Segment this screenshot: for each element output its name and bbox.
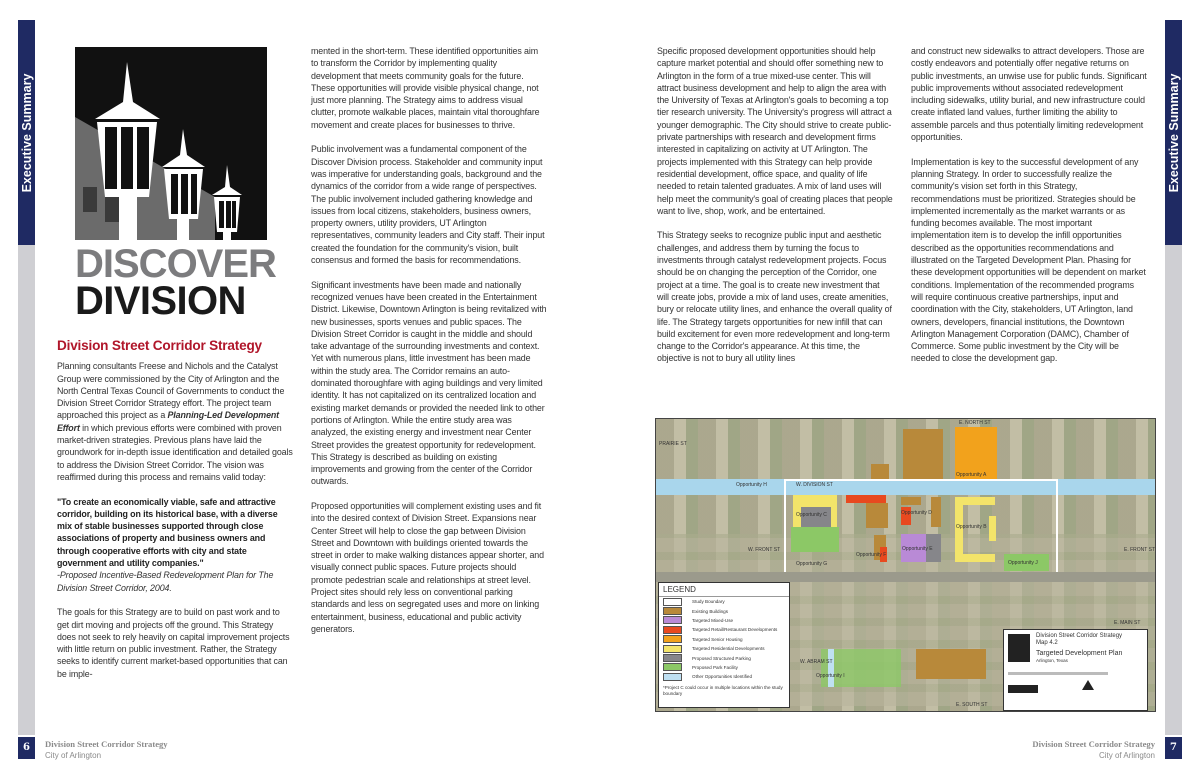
legend-swatch [663,635,682,643]
street-label: PRAIRIE ST [659,441,687,447]
logo-word-discover: DISCOVER [75,242,276,286]
street-label: W. ABRAM ST [800,659,833,665]
column-1 [57,340,293,692]
legend-label: Proposed Structured Parking [692,655,751,661]
legend-label: Proposed Park Facility [692,664,738,670]
opportunity-label: Opportunity J [1008,560,1038,566]
opportunity-label: Opportunity H [736,482,767,488]
map-subtitle: Targeted Development Plan [1036,650,1123,657]
legend-swatch [663,663,682,671]
paragraph: Implementation is key to the successful development of any planning Strategy. In order to successfully realize the community's vision set forth in this Strategy, recommendations must be prioritized. Strategies should be implemented incrementally as the market warrants or as funding becomes available. The most important implementation item is to develop the infill opportunities described as the opportunities recommendations and illustrated on the Targeted Development Plan. Phasing for these development opportunities will be dependent on market conditions. Implementation of the recommended programs will require continuous creative partnerships, input and coordination with the City, stakeholders, UT Arlington, land owners, developers, financial institutions, the Downtown Arlington Management Corporation (DAMC), Chamber of Commerce. Some public investment by the City will be needed to close the development gap. [911,156,1146,364]
north-arrow-icon [1082,680,1094,690]
paragraph: Public involvement was a fundamental component of the Discover Division process. Stakeholder and community input was imperative for understanding goals, background and the dynamics of the corridor from a wide range of perspectives. The public involvement included gathering knowledge and issues from local citizens, stakeholders, business owners, property owners, utility providers, UT Arlington representatives, community leaders and City staff. Their input created the foundation for the community's vision, built consensus and formed the basis for recommendations. [311,144,545,266]
scale-bar [1008,672,1108,675]
legend-item [659,606,789,615]
vision-quote: "To create an economically viable, safe and attractive corridor, building on its historical base, with a diverse mix of stable businesses supported through close associations of property and business owners and through cooperative efforts with city and state government and utility companies." [57,496,278,569]
page-number-left: 6 [18,737,35,759]
legend-label: Existing Buildings [692,608,729,614]
goals-paragraph: The goals for this Strategy are to build on past work and to get dirt moving and projects off the ground. This Strategy does not seek to rely heavily on capital improvement projects with little return on public investment. Rather, the Strategy seeks to identify current market-based opportunities that can be imple- [57,607,290,679]
legend-swatch [663,645,682,653]
right-section-bar [1165,20,1182,735]
legend-swatch [663,626,682,634]
paragraph: mented in the short-term. These identified opportunities aim to transform the Corridor by implementing quality development that meets community goals for the future. These opportunities will provide visible physical change, not just more planning. The Strategy aims to address visual clutter, promote walkable places, maintain vital thoroughfare movement and create places for businesses to thrive. [311,46,540,130]
opportunity-label: Opportunity E [902,546,933,552]
legend-label: Other Opportunities Identified [692,674,753,680]
intro-text: Planning consultants Freese and Nichols and the Catalyst Group were commissioned by the City of Arlington and the North Central Texas Council of Governments to conduct the Division Street Corridor Strategy effort. The project team approached this project as a [57,361,285,421]
column-4 [911,45,1147,377]
targeted-development-plan-map [655,418,1156,712]
footer-title: Division Street Corridor Strategy [1032,739,1155,749]
paragraph: and construct new sidewalks to attract developers. Those are costly endeavors and potentially offer negative returns on public investments, an unwise use for public funds. Significant public improvements without associated redevelopment including sidewalks, utility burial, and new infrastructure could create inflated land values, further limiting the ability to assemble parcels and thus potentially limiting redevelopment opportunities. [911,46,1147,143]
legend-item [659,663,789,672]
column-2 [311,45,547,648]
legend-swatch [663,607,682,615]
street-label: W. FRONT ST [748,547,781,553]
emphasis-text: Planning-Led Development Effort [57,410,280,433]
paragraph: Proposed opportunities will complement existing uses and fit into the desired context of Division Street. Expansions near Center Street will help to close the gap between Division Street and Downtown with buildings oriented towards the street in order to make walking distances appear shorter, and visually connect public spaces. Future projects should promote pedestrian scale and relationships at street level. Project sites should rely less on conventional parking standards and less on segregated uses and more on linking entertainment, business, educational and public activity generators. [311,500,544,634]
legend-label: Study Boundary [692,599,725,605]
footer-subtitle: City of Arlington [1098,751,1155,760]
opportunity-label: Opportunity C [796,512,827,518]
legend-label: Targeted Mixed-Use [692,617,734,623]
street-label: E. MAIN ST [1114,620,1141,626]
map-place: Arlington, Texas [1036,658,1068,663]
legend-title: LEGEND [659,583,789,597]
legend-swatch [663,616,682,624]
legend-swatch [663,598,682,606]
opportunity-label: Opportunity B [956,524,987,530]
legend-label: Targeted Residential Developments [692,646,765,652]
footer-title: Division Street Corridor Strategy [45,739,168,749]
legend-item [659,653,789,662]
legend-item [659,635,789,644]
intro-text-cont: in which previous efforts were combined with proven market-driven strategies. Previous plans have laid the groundwork for in-depth issue identification and detailed goals to address the Division Street Corridor. The vision was reaffirmed during this process and remains valid today: [57,422,293,482]
quote-citation: -Proposed Incentive-Based Redevelopment Plan for The Division Street Corridor, 2004. [57,570,274,593]
section-tab [18,20,35,245]
legend-swatch [663,654,682,662]
street-label: E. FRONT ST [1124,547,1156,553]
lamp-posts-image [75,47,267,240]
section-tab-label: Executive Summary [1166,73,1181,192]
legend-swatch [663,673,682,681]
opportunity-label: Opportunity G [796,561,828,567]
legend-note: *Project C could occur in multiple locations within the study boundary [663,684,783,696]
map-legend [658,582,790,708]
street-label: W. DIVISION ST [796,482,833,488]
section-tab-label: Executive Summary [19,73,34,192]
opportunity-label: Opportunity F [856,552,887,558]
left-section-bar [18,20,35,735]
legend-item [659,672,789,681]
opportunity-label: Opportunity D [901,510,932,516]
column-3 [657,45,893,377]
freese-nichols-logo [1008,685,1038,693]
legend-item [659,625,789,634]
legend-item [659,597,789,606]
legend-item [659,616,789,625]
opportunity-label: Opportunity A [956,472,987,478]
legend-label: Targeted Retail/Restaurant Developments [692,627,778,633]
footer-left [45,739,168,761]
footer-subtitle: City of Arlington [45,751,102,760]
opportunity-label: Opportunity I [816,673,845,679]
paragraph: This Strategy seeks to recognize public input and aesthetic challenges, and address them by turning the focus to investments through catalyst redevelopment projects. Focus should be on changing the perception of the Corridor, one project at a time. The goal is to create new investment that will create jobs, provide a mix of land uses, create amenities, bury or relocate utility lines, and enhance the overall quality of life. The Strategy targets opportunities for new infill that can build excitement for even more redevelopment and long-term change to the Corridor's appearance. At this time, the objective is not to bury all utility lines [657,230,892,364]
map-number: Map 4.2 [1036,640,1058,646]
map-title-block [1003,629,1148,711]
legend-label: Targeted Senior Housing [692,636,743,642]
legend-item [659,644,789,653]
intro-paragraph [57,360,293,483]
map-title: Division Street Corridor Strategy [1036,633,1123,639]
street-label: E. NORTH ST [959,420,991,426]
section-tab [1165,20,1182,245]
logo-word-division: DIVISION [75,279,246,323]
section-heading: Division Street Corridor Strategy [57,338,262,353]
street-label: E. SOUTH ST [956,702,988,708]
discover-division-logo [75,47,276,323]
paragraph: Significant investments have been made and nationally recognized venues have been created in the Entertainment District. Likewise, Downtown Arlington is being revitalized with new businesses, sports venues and public spaces. The Division Street Corridor is caught in the middle and should take advantage of the surrounding investments and context. Yet with numerous plans, little investment has been made within the study area. The Corridor remains an auto-dominated thoroughfare with aging buildings and very limited identity. It has not capitalized on its centralized location and existing market demands or provided the needed link to other portions of Arlington. While the entire study area was analyzed, the existing energy and investment near Center Street provides the greatest opportunity for redevelopment. This Strategy is described as building on existing improvements and growing from the center of the Corridor outwards. [311,279,547,487]
paragraph: Specific proposed development opportunities should help capture market potential and should offer something new to Arlington in the form of a true mixed-use center. This will attract business development and help to align the area with the University of Texas at Arlington's goals to becoming a top tier research university. The University's progress will attract a younger demographic. The City should strive to create public-private partnerships with research and development firms interested in capitalizing on activity at UT Arlington. The projects implemented with this Strategy can help provide residential development, office space, and quality of life needed to retain talented graduates. A mix of land uses will help meet the community's goal of creating places that people want to live, shop, work, and be entertained. [657,46,893,216]
page-number-right: 7 [1165,737,1182,759]
map-logo-icon [1008,634,1030,662]
footer-right [1032,739,1155,761]
